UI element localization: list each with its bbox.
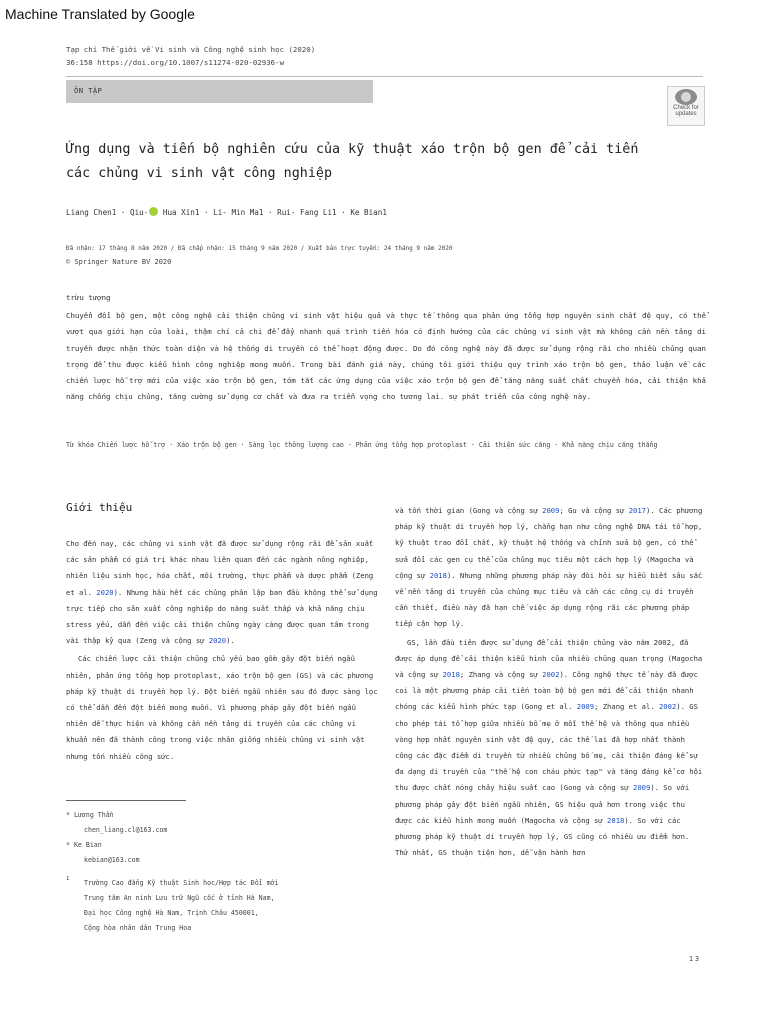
citation-link[interactable]: 2009 bbox=[633, 783, 651, 793]
citation-link[interactable]: 2002 bbox=[542, 670, 560, 680]
text-run: ; Zhang và cộng sự bbox=[459, 670, 543, 680]
paragraph: Các chiến lược cải thiện chủng chủ yếu bao gồm gây đột biến ngẫu nhiên, phản ứng tổng hợp protoplast, xáo trộn bộ gen (GS) và các phương pháp kỹ thuật di truyền hợp lý. Đột biến ngẫu nhiên sau đó được sàng lọc có thể dẫn đến đột biến mong muốn. Vì phương pháp gây đột biến ngẫu nhiên dễ thực hiện và không cần nền tảng di truyền của các chủng vi khuẩn nên đã thành công trong việc nhân giống nhiều chủng vi sinh vật nhưng tốn nhiều công sức. bbox=[66, 654, 378, 761]
check-updates-icon bbox=[675, 89, 697, 105]
citation-link[interactable]: 2018 bbox=[429, 570, 447, 580]
text-run: ). bbox=[226, 636, 235, 646]
paragraph bbox=[66, 536, 379, 649]
orcid-icon[interactable] bbox=[149, 207, 158, 216]
affiliation-line: Trung tâm An ninh Lưu trữ Ngũ cốc ở tỉnh Hà Nam, bbox=[84, 894, 275, 902]
check-for-updates-badge[interactable] bbox=[667, 86, 705, 126]
email-link[interactable]: kebian@163.com bbox=[84, 856, 140, 864]
text-run: và tốn thời gian (Gong và cộng sự bbox=[395, 506, 543, 515]
text-run: ; Zhang et al. bbox=[594, 702, 659, 712]
text-run: ). Nhưng hầu hết các chủng phân lập ban đầu không thể sử dụng trực tiếp cho sản xuất công nghiệp do năng suất thấp và khả năng chịu stress yếu, dẫn đến việc cải thiện chủng ngày càng được quan tâm trong vài thập kỷ qua (Zeng và cộng sự bbox=[66, 587, 378, 646]
doi-link[interactable]: 36:158 https://doi.org/10.1007/s11274-020-02936-w bbox=[66, 58, 285, 67]
affiliation-line: Đại học Công nghệ Hà Nam, Trịnh Châu 450001, bbox=[84, 909, 259, 917]
text-run: ). Nhưng những phương pháp này đòi hỏi sự hiểu biết sâu sắc về nền tảng di truyền của chủng mục tiêu và cần các công cụ di truyền cần thiết, điều này đã hạn chế việc áp dụng rộng rãi các phương pháp tiếp cận hợp lý. bbox=[395, 570, 703, 629]
title-line-1: Ứng dụng và tiến bộ nghiên cứu của kỹ thuật xáo trộn bộ gen để cải tiến bbox=[66, 142, 639, 157]
right-column bbox=[395, 503, 706, 861]
article-type-bar bbox=[66, 80, 373, 103]
footnote-corresponding-2 bbox=[66, 838, 140, 868]
check-updates-line1: Check for bbox=[673, 105, 699, 111]
text-run: GS, lần đầu tiên được sử dụng để cải thiện chủng vào năm 2002, đã được áp dụng để cải thiện kiểu hình của nhiều chủng quan trọng (Magocha và cộng sự bbox=[395, 637, 703, 680]
machine-translation-banner: Machine Translated by Google bbox=[5, 6, 195, 22]
check-updates-line2: updates bbox=[675, 111, 697, 117]
authors-part-2: Hua Xin1 · Li- Min Ma1 · Rui- Fang Li1 · Ke Bian1 bbox=[158, 208, 387, 217]
title-line-2: các chủng vi sinh vật công nghiệp bbox=[66, 166, 333, 181]
text-run: ). So với phương pháp gây đột biến ngẫu nhiên, GS hiệu quả hơn trong việc thu được các kiểu hình mong muốn (Magocha và cộng sự bbox=[395, 783, 690, 825]
abstract-heading: trừu tượng bbox=[66, 293, 111, 302]
author-list bbox=[66, 207, 387, 217]
citation-link[interactable]: 2018 bbox=[442, 670, 460, 680]
affiliation-line: Trường Cao đẳng Kỹ thuật Sinh học/Hợp tác Đổi mới bbox=[84, 879, 279, 887]
keywords: Từ khóa Chiến lược hỗ trợ · Xáo trộn bộ gen · Sàng lọc thông lượng cao · Phản ứng tổng hợp protoplast · Cải thiện sức căng · Khả năng chịu căng thẳng bbox=[66, 441, 658, 449]
copyright: © Springer Nature BV 2020 bbox=[66, 258, 172, 266]
citation-link[interactable]: 2020 bbox=[96, 587, 114, 597]
authors-part-1: Liang Chen1 · Qiu- bbox=[66, 208, 149, 217]
text-run: Cho đến nay, các chủng vi sinh vật đã được sử dụng rộng rãi để sản xuất các sản phẩm có giá trị khác nhau liên quan đến các ngành nông nghiệp, nhiên liệu sinh học, hóa chất, môi trường, thực phẩm và dược phẩm (Zeng et al. bbox=[66, 539, 374, 597]
abstract-text: Chuyển đổi bộ gen, một công nghệ cải thiện chủng vi sinh vật hiệu quả và thực tế thông qua phản ứng tổng hợp nguyên sinh chất đệ quy, có thể vượt qua giới hạn của loài, thậm chí cả chi để đẩy nhanh quá trình tiến hóa có định hướng của các chủng vi sinh vật mà không cần nền tảng di truyền được nhận thức toàn diện và hệ thống di truyền có thể hoạt động được. Do đó công nghệ này đã được sử dụng rộng rãi cho nhiều chủng quan trọng để thu được kiểu hình công nghiệp mong muốn. Trong bài đánh giá này, chúng tôi giới thiệu quy trình xáo trộn bộ gen, thảo luận về các chiến lược hỗ trợ mới của việc xáo trộn bộ gen, tóm tắt các ứng dụng của việc xáo trộn bộ gen để tăng năng suất chất chuyển hóa, cải thiện khả năng chống chịu chủng, tăng cường sử dụng cơ chất và đưa ra triển vọng cho tương lai. sự phát triển của công nghệ này. bbox=[66, 311, 706, 402]
footnote-corresponding-1 bbox=[66, 808, 167, 838]
left-column bbox=[66, 536, 379, 765]
affiliation-mark: 1 bbox=[66, 876, 70, 882]
text-run: ). Công nghệ thực tế này đã được coi là một phương pháp cải tiến toàn bộ bộ gen mới để cải thiện nhanh chóng các kiểu hình phức tạp (Gong et al. bbox=[395, 670, 698, 712]
page-number: 13 bbox=[689, 955, 701, 963]
text-run: ). GS cho phép tái tổ hợp giữa nhiều bố mẹ ở mỗi thế hệ và thông qua nhiều vòng hợp nhất nguyên sinh vật đệ quy, các thế lai đã hợp nhất thành công các đặc điểm di truyền từ nhiều chủng bố mẹ, cải thiện đáng kể sự đa dạng di truyền của "thế hệ con cháu phức tạp" và tăng đáng kể cơ hội thu được chất nóng chảy hiệu suất cao (Gong và cộng sự bbox=[395, 702, 703, 793]
text-run: ; Gu và cộng sự bbox=[559, 506, 629, 515]
article-type-label: ÔN TẬP bbox=[74, 87, 103, 95]
header-rule bbox=[66, 76, 703, 77]
citation-link[interactable]: 2020 bbox=[208, 636, 227, 646]
footnote-name: * Lương Thần bbox=[66, 811, 114, 819]
footnote-rule bbox=[66, 800, 186, 801]
text-run: ). So với các phương pháp kỹ thuật di truyền hợp lý, GS cũng có nhiều ưu điểm hơn. Thứ nhất, GS thuận tiện hơn, dễ vận hành hơn bbox=[395, 815, 690, 858]
journal-name: Tạp chí Thế giới về Vi sinh và Công nghệ sinh học (2020) bbox=[66, 45, 316, 54]
section-heading-introduction: Giới thiệu bbox=[66, 501, 133, 514]
journal-citation bbox=[66, 43, 315, 69]
citation-link[interactable]: 2009 bbox=[576, 702, 595, 712]
affiliation-line: Cộng hòa nhân dân Trung Hoa bbox=[84, 924, 192, 932]
citation-link[interactable]: 2018 bbox=[607, 815, 625, 825]
paragraph bbox=[395, 503, 706, 633]
article-dates: Đã nhận: 17 tháng 8 năm 2020 / Đã chấp nhận: 15 tháng 9 năm 2020 / Xuất bản trực tuyến: 24 tháng 9 năm 2020 bbox=[66, 245, 453, 252]
text-run: ). Các phương pháp kỹ thuật di truyền hợp lý, chẳng hạn như công nghệ DNA tái tổ hợp, kỹ thuật trao đổi chất, kỹ thuật hệ thống và chỉnh sửa bộ gen, có thể sửa đổi các gen cụ thể của chủng mục tiêu một cách hợp lý (Magocha và cộng sự bbox=[395, 506, 703, 580]
citation-link[interactable]: 2009 bbox=[542, 506, 560, 515]
email-link[interactable]: chen_liang.cl@163.com bbox=[84, 826, 168, 834]
paragraph bbox=[395, 635, 706, 862]
footnote-affiliation bbox=[66, 876, 366, 936]
citation-link[interactable]: 2017 bbox=[628, 506, 647, 515]
article-title bbox=[66, 138, 666, 186]
citation-link[interactable]: 2002 bbox=[658, 702, 677, 712]
footnote-name: * Ke Bian bbox=[66, 841, 102, 849]
